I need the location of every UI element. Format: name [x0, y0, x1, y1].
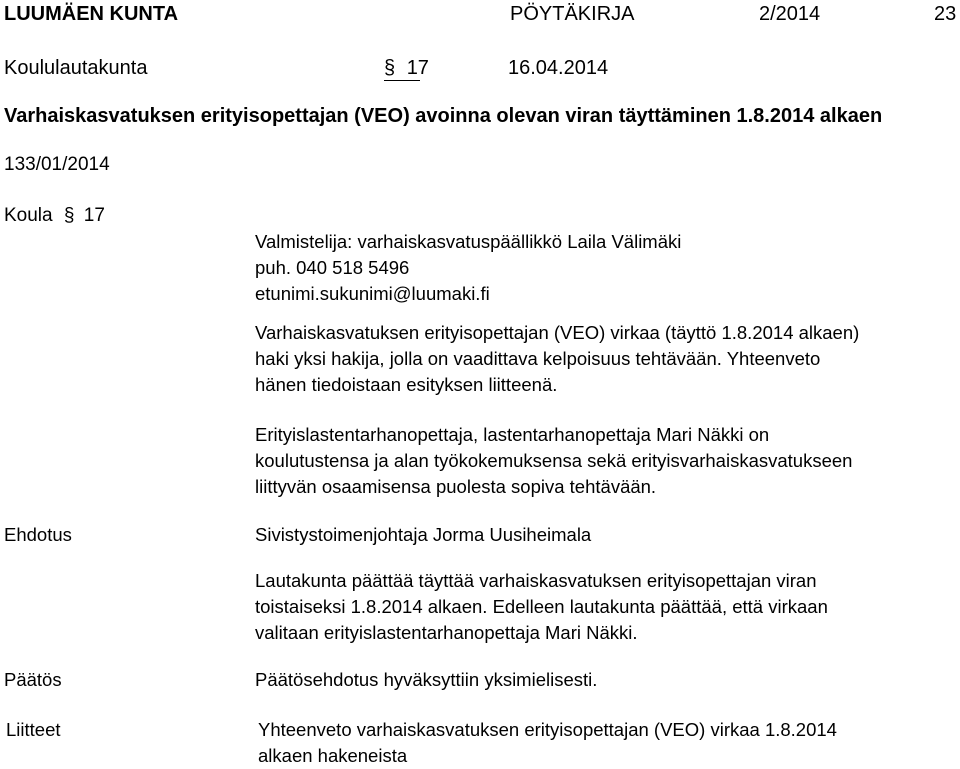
body-paragraph-1: [255, 320, 955, 398]
attachment-line: alkaen hakeneista: [258, 745, 408, 766]
section-reference-label: Koula: [4, 205, 53, 226]
section-reference-number: 17: [83, 205, 105, 226]
preparer-phone: puh. 040 518 5496: [255, 257, 410, 278]
proposal-presenter: Sivistystoimenjohtaja Jorma Uusiheimala: [255, 524, 592, 545]
paragraph-line: Lautakunta päättää täyttää varhaiskasvatuksen erityisopettajan viran: [255, 570, 817, 591]
attachments-label: Liitteet: [6, 719, 61, 740]
section-number: 17: [406, 57, 429, 79]
section-symbol-glyph: §: [384, 57, 396, 79]
attachment-line: Yhteenveto varhaiskasvatuksen erityisopettajan (VEO) virkaa 1.8.2014: [258, 719, 837, 740]
preparer-line: Valmistelija: varhaiskasvatuspäällikkö Laila Välimäki: [255, 231, 682, 252]
section-reference-symbol: §: [63, 205, 75, 226]
decision-text: Päätösehdotus hyväksyttiin yksimielisesti.: [255, 669, 598, 690]
paragraph-line: liittyvän osaamisensa puolesta sopiva tehtävään.: [255, 476, 657, 497]
paragraph-line: koulutustensa ja alan työkokemuksensa sekä erityisvarhaiskasvatukseen: [255, 450, 853, 471]
paragraph-line: valitaan erityislastentarhanopettaja Mari Näkki.: [255, 622, 638, 643]
reference-number: 133/01/2014: [4, 154, 110, 175]
paragraph-line: toistaiseksi 1.8.2014 alkaen. Edelleen lautakunta päättää, että virkaan: [255, 596, 828, 617]
paragraph-line: Erityislastentarhanopettaja, lastentarhanopettaja Mari Näkki on: [255, 424, 770, 445]
section-symbol: [384, 57, 429, 80]
organization-name: LUUMÄEN KUNTA: [4, 3, 179, 25]
section-reference: [4, 205, 105, 227]
preparer-block: [255, 229, 955, 307]
page-title: Varhaiskasvatuksen erityisopettajan (VEO) avoinna olevan viran täyttäminen 1.8.2014 alkaen: [4, 105, 883, 127]
page-number: 23: [934, 3, 957, 25]
meeting-date: 16.04.2014: [508, 57, 609, 79]
preparer-email: etunimi.sukunimi@luumaki.fi: [255, 283, 490, 304]
attachments-text: [258, 717, 958, 769]
section-underline: [384, 80, 420, 81]
document-number: 2/2014: [759, 3, 821, 25]
document-type: PÖYTÄKIRJA: [510, 3, 635, 25]
paragraph-line: Varhaiskasvatuksen erityisopettajan (VEO) virkaa (täyttö 1.8.2014 alkaen): [255, 322, 860, 343]
decision-label: Päätös: [4, 669, 62, 690]
paragraph-line: haki yksi hakija, jolla on vaadittava kelpoisuus tehtävään. Yhteenveto: [255, 348, 821, 369]
proposal-label: Ehdotus: [4, 524, 72, 545]
board-name: Koululautakunta: [4, 57, 148, 79]
paragraph-line: hänen tiedoistaan esityksen liitteenä.: [255, 374, 558, 395]
proposal-text: [255, 568, 955, 646]
body-paragraph-2: [255, 422, 955, 500]
